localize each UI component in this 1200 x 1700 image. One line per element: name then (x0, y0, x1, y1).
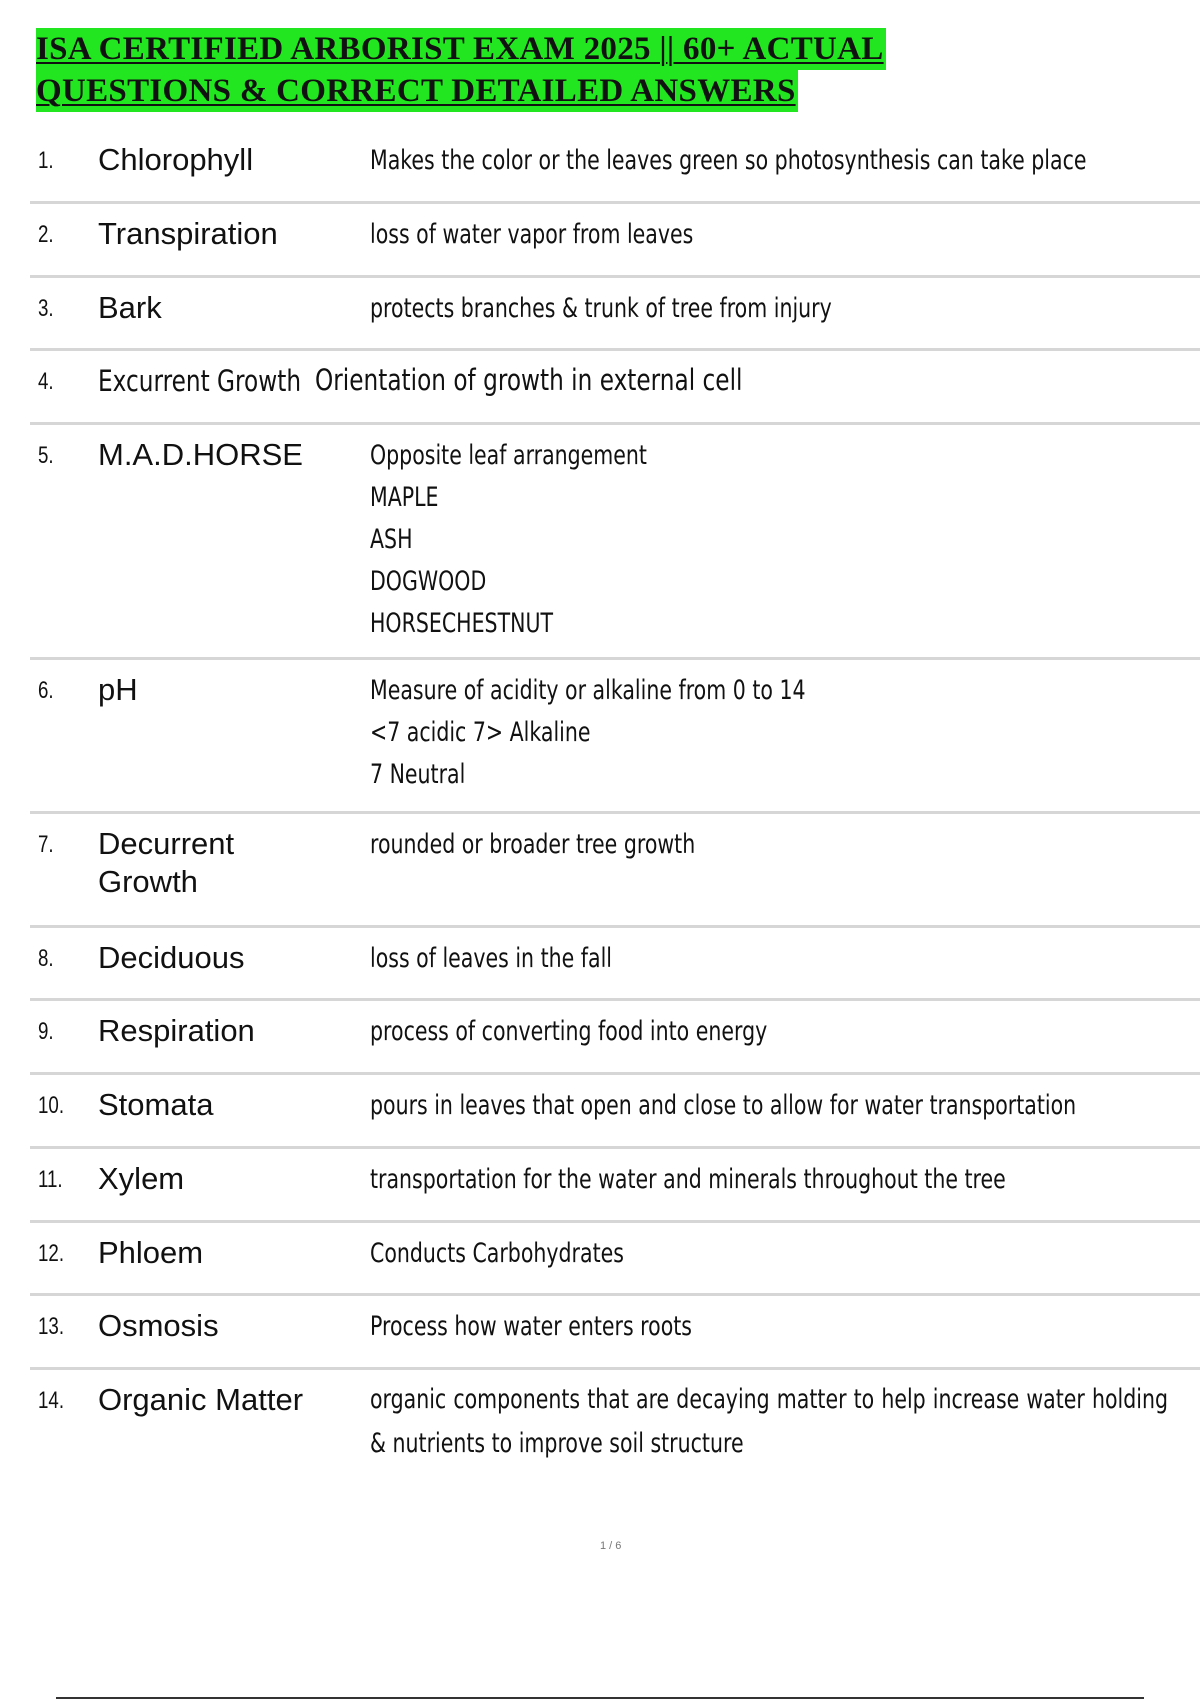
entry-term: Deciduous (98, 940, 245, 975)
definition-line: loss of water vapor from leaves (370, 219, 694, 250)
title-line-2: QUESTIONS & CORRECT DETAILED ANSWERS (36, 70, 798, 112)
entry-definition (370, 1378, 1190, 1466)
definition-line: Conducts Carbohydrates (370, 1238, 624, 1269)
entry-definition: Orientation of growth in external cell (315, 363, 743, 397)
entry-term: Respiration (98, 1013, 255, 1048)
flashcard-row (30, 204, 1200, 278)
definition-line: protects branches & trunk of tree from injury (370, 293, 832, 324)
entry-term: Bark (98, 290, 162, 325)
definition-line: pours in leaves that open and close to allow for water transportation (370, 1090, 1077, 1121)
definition-line: loss of leaves in the fall (370, 943, 612, 974)
flashcard-row (30, 278, 1200, 351)
entry-term: Organic Matter (98, 1382, 304, 1417)
entry-definition (370, 1233, 1190, 1275)
flashcard-list (30, 130, 1200, 1480)
entry-number: 5. (38, 442, 54, 469)
definition-line: ASH (370, 524, 413, 555)
entry-definition (370, 670, 1190, 796)
entry-definition (370, 1306, 1190, 1348)
entry-definition (370, 824, 1190, 866)
entry-number: 6. (38, 677, 54, 704)
entry-number: 13. (38, 1313, 65, 1340)
entry-definition (370, 938, 1190, 980)
entry-number: 2. (38, 221, 54, 248)
entry-number: 9. (38, 1018, 54, 1045)
flashcard-row (30, 1223, 1200, 1296)
entry-number: 11. (38, 1166, 63, 1193)
entry-definition (370, 140, 1190, 182)
definition-line: organic components that are decaying matter to help increase water holding & nutrients to improve soil structure (370, 1384, 1168, 1459)
flashcard-row (30, 130, 1200, 204)
flashcard-row (30, 1001, 1200, 1075)
definition-line: Measure of acidity or alkaline from 0 to 14 (370, 675, 806, 706)
definition-line: <7 acidic 7> Alkaline (370, 717, 591, 748)
flashcard-row (30, 1075, 1200, 1149)
entry-definition (370, 214, 1190, 256)
entry-number: 1. (38, 147, 54, 174)
entry-term: Decurrent Growth (98, 826, 235, 899)
flashcard-row (30, 1370, 1200, 1480)
definition-line: Makes the color or the leaves green so photosynthesis can take place (370, 145, 1087, 176)
flashcard-row (30, 1149, 1200, 1223)
flashcard-row (30, 425, 1200, 660)
entry-term: Xylem (98, 1161, 185, 1196)
definition-line: MAPLE (370, 482, 439, 513)
entry-term: Transpiration (98, 216, 278, 251)
definition-line: process of converting food into energy (370, 1016, 768, 1047)
entry-term: Stomata (98, 1087, 214, 1122)
definition-line: Opposite leaf arrangement (370, 440, 647, 471)
entry-term: M.A.D.HORSE (98, 437, 303, 472)
definition-line: DOGWOOD (370, 566, 487, 597)
entry-number: 4. (38, 368, 54, 395)
entry-number: 14. (38, 1387, 65, 1414)
definition-line: transportation for the water and minerals throughout the tree (370, 1164, 1006, 1195)
entry-term: Phloem (98, 1235, 204, 1270)
title-line-1: ISA CERTIFIED ARBORIST EXAM 2025 || 60+ ACTUAL (36, 28, 886, 70)
entry-definition (370, 1085, 1190, 1127)
entry-number: 8. (38, 945, 54, 972)
entry-term: Excurrent Growth (98, 364, 302, 398)
entry-term: pH (98, 672, 138, 707)
page-indicator: 1 / 6 (600, 1540, 622, 1552)
flashcard-row (30, 1296, 1200, 1370)
entry-definition (370, 1011, 1190, 1053)
entry-definition (370, 435, 1190, 645)
entry-definition (370, 1159, 1190, 1201)
definition-line: 7 Neutral (370, 759, 466, 790)
entry-term: Chlorophyll (98, 142, 254, 177)
flashcard-row (30, 928, 1200, 1001)
entry-number: 10. (38, 1092, 65, 1119)
definition-line: HORSECHESTNUT (370, 608, 554, 639)
entry-number: 3. (38, 295, 54, 322)
flashcard-row (30, 814, 1200, 928)
flashcard-row (30, 351, 1200, 425)
flashcard-row (30, 660, 1200, 814)
definition-line: rounded or broader tree growth (370, 829, 696, 860)
definition-line: Process how water enters roots (370, 1311, 693, 1342)
entry-number: 12. (38, 1240, 65, 1267)
entry-term: Osmosis (98, 1308, 219, 1343)
entry-number: 7. (38, 831, 54, 858)
footer-divider (56, 1697, 1144, 1699)
entry-definition (370, 288, 1190, 330)
document-title (36, 28, 1006, 112)
